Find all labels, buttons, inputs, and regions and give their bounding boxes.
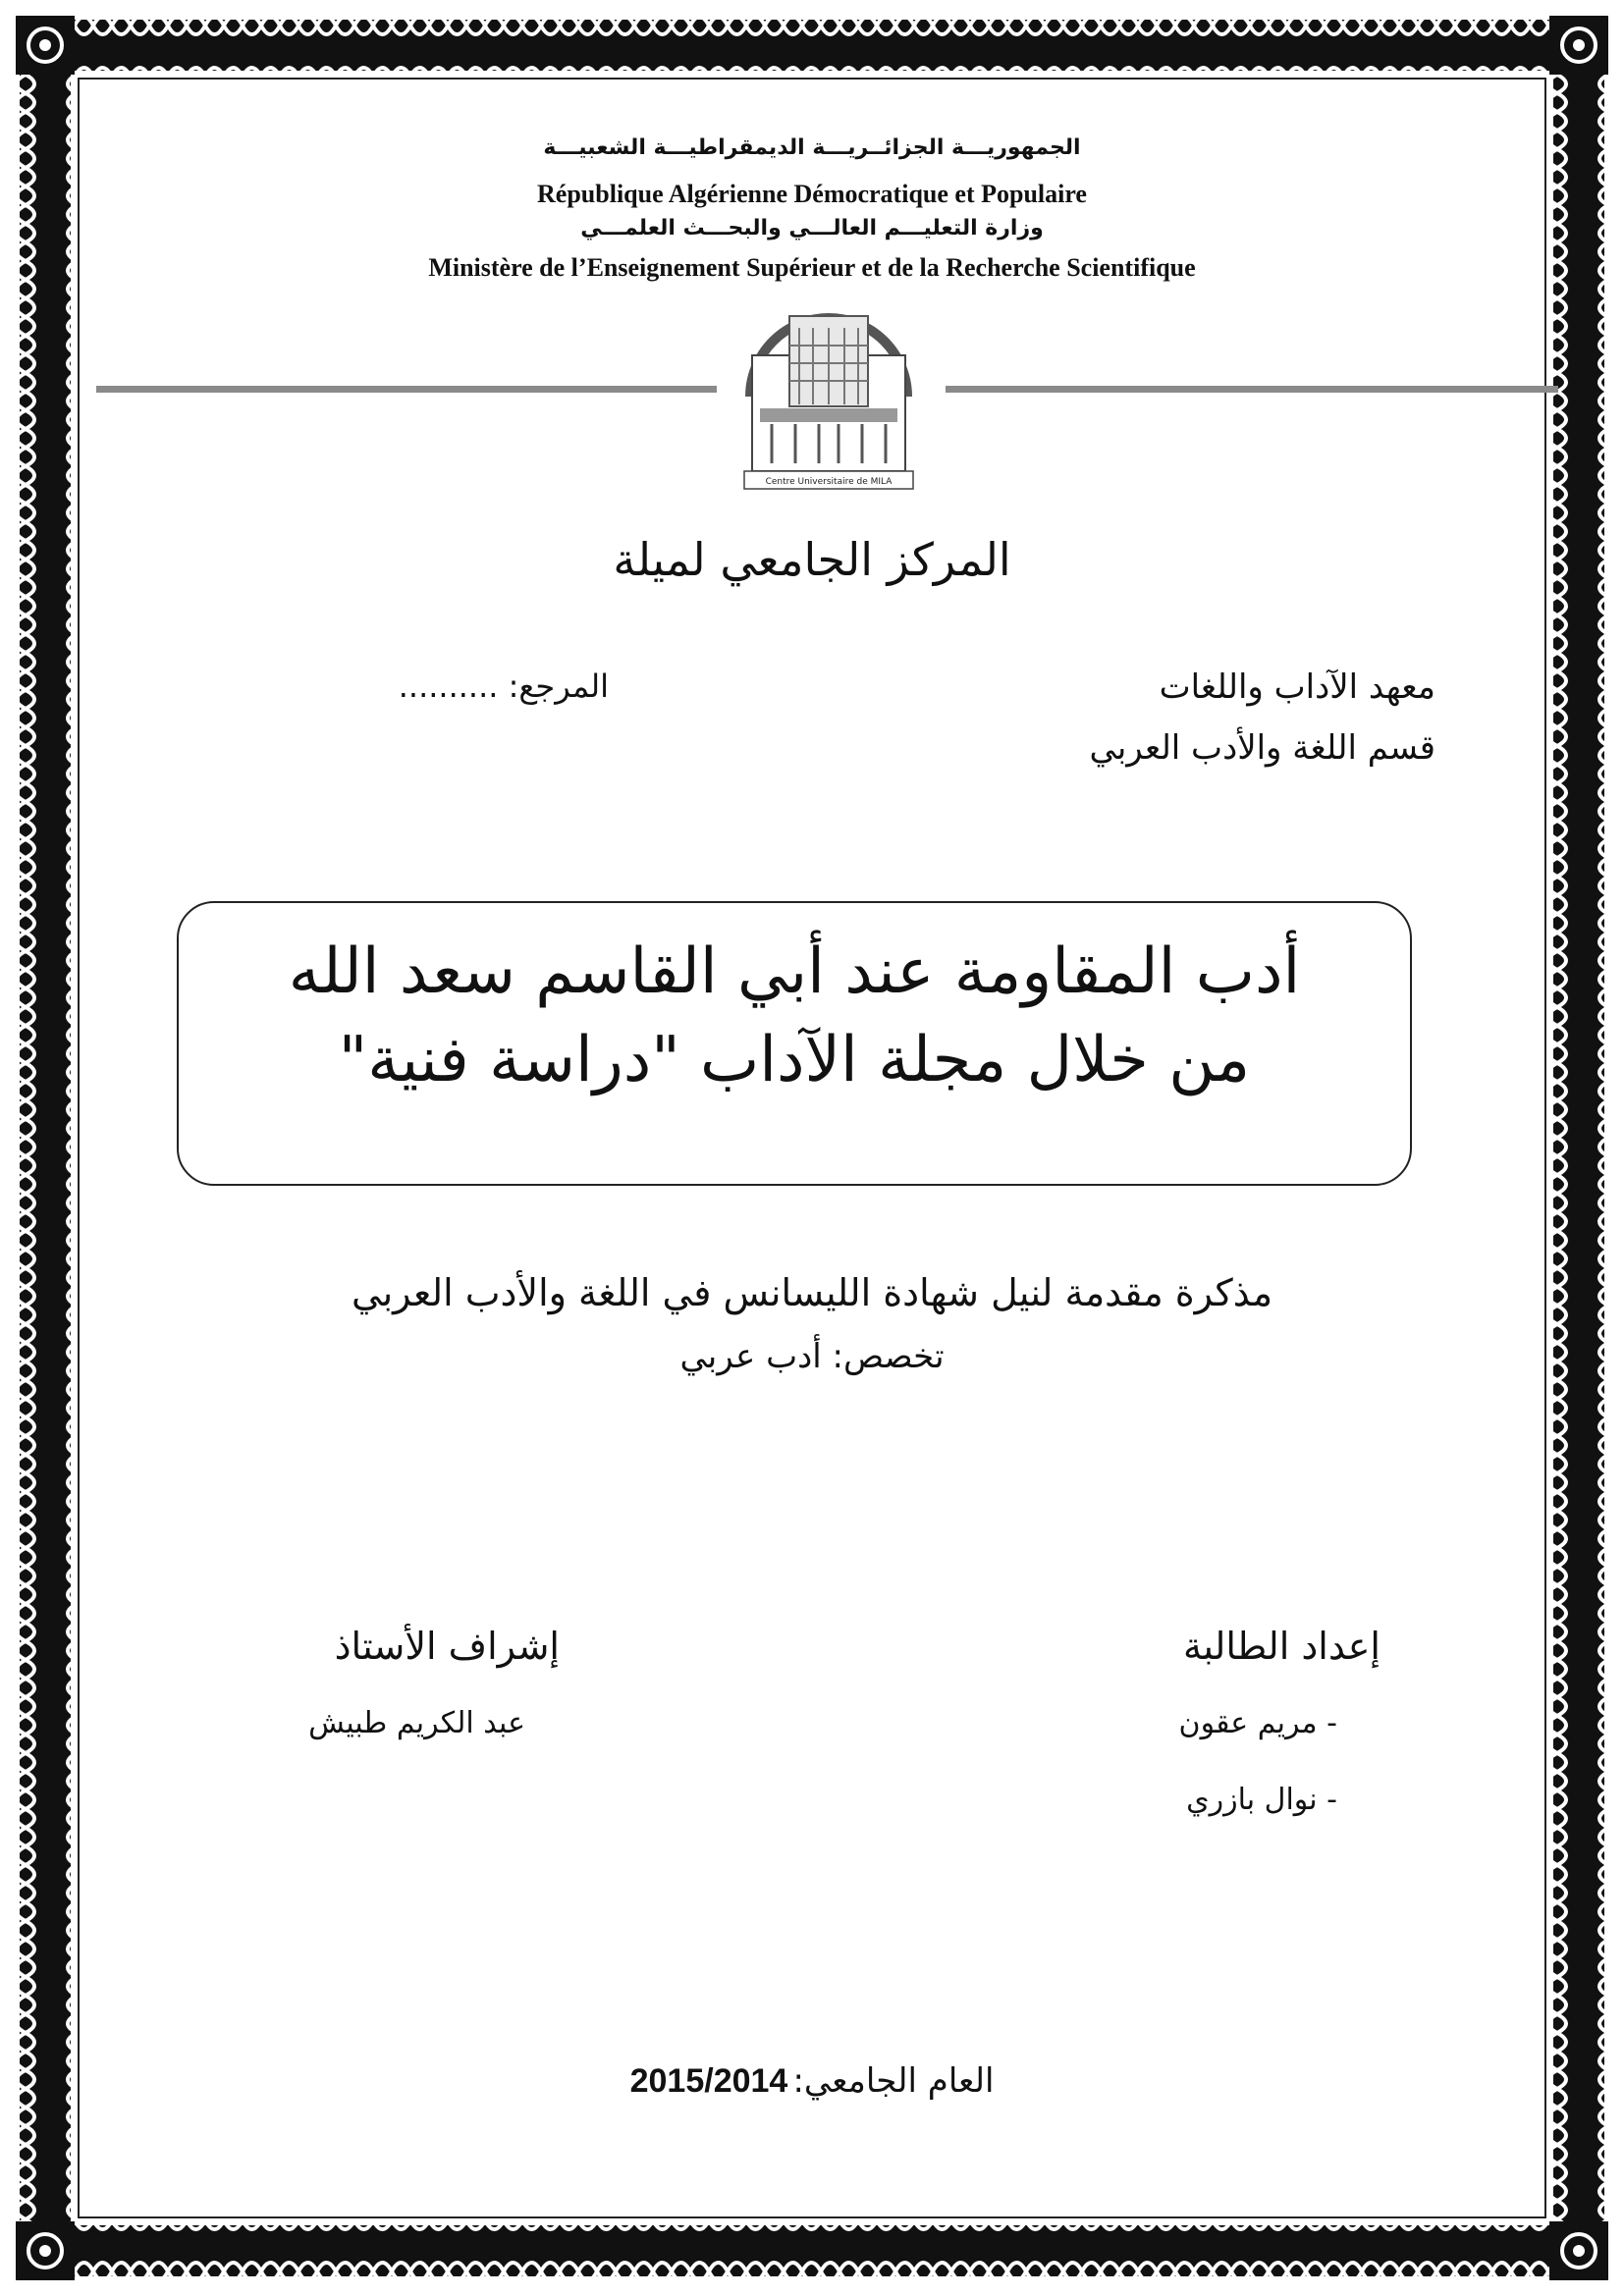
republic-name-ar: الجمهوريـــة الجزائــريـــة الديمقراطيـــة الشعبيـــة bbox=[543, 135, 1081, 160]
thesis-title-line-1: أدب المقاومة عند أبي القاسم سعد الله bbox=[288, 935, 1301, 1008]
border-top bbox=[51, 20, 1573, 71]
students-label: إعداد الطالبة bbox=[1182, 1625, 1380, 1668]
thesis-purpose: مذكرة مقدمة لنيل شهادة الليسانس في اللغة والأدب العربي bbox=[351, 1271, 1273, 1314]
student-name: - مريم عقون bbox=[1178, 1706, 1337, 1740]
border-bottom bbox=[51, 2225, 1573, 2276]
header-rule-left bbox=[96, 386, 717, 393]
student-name: - نوال بازري bbox=[1186, 1783, 1337, 1817]
corner-top-right bbox=[1549, 16, 1608, 75]
reference-field: المرجع: .......... bbox=[398, 667, 609, 705]
corner-bottom-left bbox=[16, 2221, 75, 2280]
border-right bbox=[1553, 71, 1604, 2225]
ministry-name-fr: Ministère de l’Enseignement Supérieur et de la Recherche Scientifique bbox=[428, 253, 1196, 282]
university-logo bbox=[738, 298, 919, 493]
thesis-title-box bbox=[177, 901, 1412, 1186]
ministry-name-ar: وزارة التعليـــم العالـــي والبحـــث العلمـــي bbox=[580, 216, 1044, 240]
academic-year bbox=[295, 2061, 1329, 2101]
department-name: قسم اللغة والأدب العربي bbox=[1089, 728, 1435, 768]
header-rule-right bbox=[946, 386, 1558, 393]
border-left bbox=[20, 71, 71, 2225]
supervisor-name: عبد الكريم طبيش bbox=[308, 1706, 525, 1740]
logo-caption: Centre Universitaire de MILA bbox=[765, 477, 893, 487]
thesis-title-line-2: من خلال مجلة الآداب "دراسة فنية" bbox=[338, 1024, 1251, 1096]
supervisor-label: إشراف الأستاذ bbox=[334, 1625, 560, 1668]
university-name: المركز الجامعي لميلة bbox=[613, 533, 1011, 586]
institute-name: معهد الآداب واللغات bbox=[1159, 667, 1435, 707]
corner-bottom-right bbox=[1549, 2221, 1608, 2280]
corner-top-left bbox=[16, 16, 75, 75]
academic-year-label: العام الجامعي: bbox=[792, 2061, 995, 2101]
republic-name-fr: République Algérienne Démocratique et Populaire bbox=[537, 180, 1087, 208]
academic-year-value: 2015/2014 bbox=[629, 2062, 788, 2100]
specialty: تخصص: أدب عربي bbox=[679, 1337, 945, 1376]
